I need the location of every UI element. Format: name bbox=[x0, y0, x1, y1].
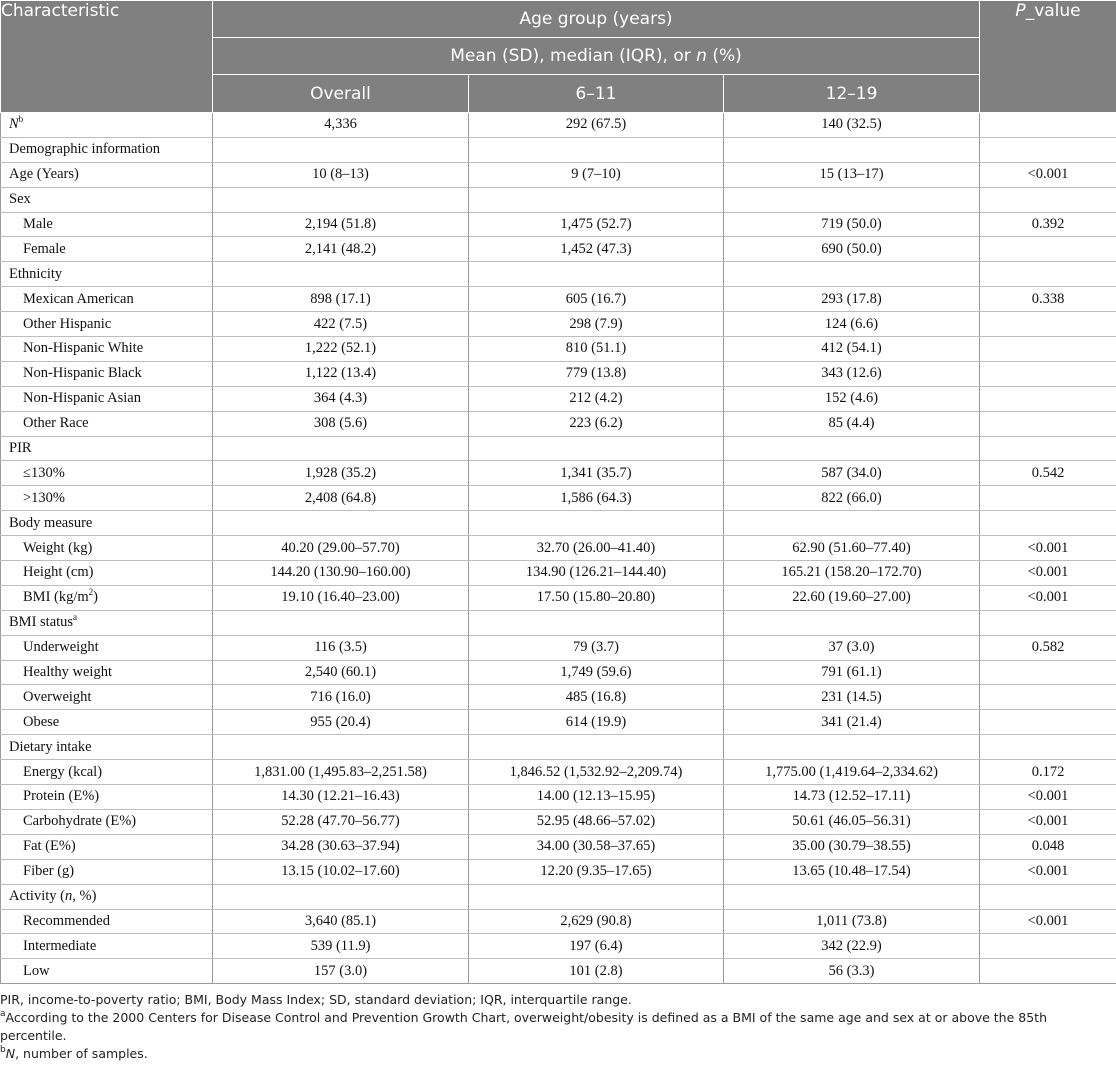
row-label-text: PIR bbox=[9, 440, 32, 457]
row-label-text: Male bbox=[23, 216, 53, 232]
cell-6-11 bbox=[469, 884, 724, 909]
row-label-text: Underweight bbox=[23, 639, 99, 656]
cell-p-value bbox=[980, 735, 1116, 760]
cell-12-19: 124 (6.6) bbox=[724, 312, 980, 337]
row-label-text: Non-Hispanic Asian bbox=[23, 390, 141, 407]
table-row bbox=[1, 834, 1116, 859]
table-body bbox=[1, 113, 1116, 984]
cell-6-11 bbox=[469, 137, 724, 162]
table-row bbox=[1, 809, 1116, 834]
column-header-12-19: 12–19 bbox=[724, 75, 980, 113]
row-label bbox=[1, 934, 213, 959]
cell-12-19 bbox=[724, 610, 980, 635]
table-row bbox=[1, 361, 1116, 386]
table-row bbox=[1, 959, 1116, 984]
table-row bbox=[1, 287, 1116, 312]
cell-6-11 bbox=[469, 262, 724, 287]
cell-12-19: 341 (21.4) bbox=[724, 710, 980, 735]
cell-overall: 14.30 (12.21–16.43) bbox=[213, 785, 469, 810]
cell-p-value: 0.172 bbox=[980, 760, 1116, 785]
cell-6-11: 17.50 (15.80–20.80) bbox=[469, 585, 724, 610]
cell-p-value bbox=[980, 262, 1116, 287]
cell-p-value: 0.048 bbox=[980, 834, 1116, 859]
cell-p-value bbox=[980, 386, 1116, 411]
row-label-text: Healthy weight bbox=[23, 664, 112, 681]
p-value-rest: _value bbox=[1025, 1, 1081, 21]
cell-overall: 716 (16.0) bbox=[213, 685, 469, 710]
cell-12-19: 56 (3.3) bbox=[724, 959, 980, 984]
cell-overall: 1,222 (52.1) bbox=[213, 337, 469, 362]
row-label bbox=[1, 212, 213, 237]
row-label-text: Other Race bbox=[23, 415, 89, 432]
cell-p-value bbox=[980, 486, 1116, 511]
table-row bbox=[1, 934, 1116, 959]
footnote-a-mark: a bbox=[0, 1009, 6, 1019]
row-label-text: Dietary intake bbox=[9, 738, 92, 755]
cell-6-11: 1,452 (47.3) bbox=[469, 237, 724, 262]
cell-6-11: 1,749 (59.6) bbox=[469, 660, 724, 685]
row-label-text: Height (cm) bbox=[23, 564, 94, 581]
cell-12-19: 62.90 (51.60–77.40) bbox=[724, 536, 980, 561]
table-row bbox=[1, 411, 1116, 436]
row-label-superscript: a bbox=[73, 612, 78, 623]
row-label bbox=[1, 610, 213, 635]
row-label bbox=[1, 337, 213, 362]
row-label bbox=[1, 511, 213, 536]
table-row bbox=[1, 262, 1116, 287]
cell-p-value bbox=[980, 660, 1116, 685]
row-label-text: Non-Hispanic White bbox=[23, 340, 144, 357]
cell-p-value bbox=[980, 411, 1116, 436]
row-label-text: Protein (E%) bbox=[23, 788, 100, 805]
cell-12-19: 35.00 (30.79–38.55) bbox=[724, 834, 980, 859]
cell-p-value bbox=[980, 113, 1116, 138]
column-header-overall: Overall bbox=[213, 75, 469, 113]
table-row bbox=[1, 461, 1116, 486]
cell-overall: 364 (4.3) bbox=[213, 386, 469, 411]
cell-12-19 bbox=[724, 436, 980, 461]
row-label-superscript: 2 bbox=[88, 587, 94, 598]
cell-6-11: 14.00 (12.13–15.95) bbox=[469, 785, 724, 810]
cell-overall: 898 (17.1) bbox=[213, 287, 469, 312]
cell-overall bbox=[213, 187, 469, 212]
cell-overall: 2,540 (60.1) bbox=[213, 660, 469, 685]
cell-p-value: <0.001 bbox=[980, 909, 1116, 934]
table-row bbox=[1, 561, 1116, 586]
row-label-text: BMI (kg/m bbox=[23, 589, 89, 606]
cell-12-19 bbox=[724, 137, 980, 162]
row-label-superscript: b bbox=[18, 114, 24, 125]
cell-6-11: 298 (7.9) bbox=[469, 312, 724, 337]
age-group-header: Age group (years) bbox=[213, 1, 980, 38]
row-label bbox=[1, 436, 213, 461]
cell-p-value: <0.001 bbox=[980, 785, 1116, 810]
row-label-text: Energy (kcal) bbox=[23, 763, 103, 780]
cell-overall: 2,408 (64.8) bbox=[213, 486, 469, 511]
row-label-text: Recommended bbox=[23, 912, 110, 929]
row-label bbox=[1, 411, 213, 436]
row-label bbox=[1, 809, 213, 834]
footnote-b-n: N bbox=[5, 1046, 16, 1061]
cell-12-19: 1,775.00 (1,419.64–2,334.62) bbox=[724, 760, 980, 785]
cell-6-11: 779 (13.8) bbox=[469, 361, 724, 386]
table-row bbox=[1, 635, 1116, 660]
row-label-text: ≤130% bbox=[23, 464, 65, 481]
row-label bbox=[1, 113, 213, 138]
cell-6-11: 605 (16.7) bbox=[469, 287, 724, 312]
cell-6-11: 1,341 (35.7) bbox=[469, 461, 724, 486]
cell-p-value bbox=[980, 187, 1116, 212]
statistic-header-pre: Mean (SD), median (IQR), or bbox=[450, 46, 697, 66]
cell-6-11: 101 (2.8) bbox=[469, 959, 724, 984]
table-row bbox=[1, 113, 1116, 138]
cell-6-11 bbox=[469, 735, 724, 760]
cell-6-11: 223 (6.2) bbox=[469, 411, 724, 436]
row-label bbox=[1, 685, 213, 710]
row-label-text: Overweight bbox=[23, 688, 92, 705]
table-row bbox=[1, 536, 1116, 561]
row-label-text: Fiber (g) bbox=[23, 863, 75, 880]
table-row bbox=[1, 760, 1116, 785]
row-label-text: Ethnicity bbox=[9, 265, 63, 282]
cell-12-19: 85 (4.4) bbox=[724, 411, 980, 436]
cell-6-11: 134.90 (126.21–144.40) bbox=[469, 561, 724, 586]
row-label bbox=[1, 959, 213, 984]
cell-overall: 34.28 (30.63–37.94) bbox=[213, 834, 469, 859]
row-label-text: Obese bbox=[23, 713, 60, 730]
cell-12-19: 165.21 (158.20–172.70) bbox=[724, 561, 980, 586]
cell-overall: 19.10 (16.40–23.00) bbox=[213, 585, 469, 610]
cell-12-19: 822 (66.0) bbox=[724, 486, 980, 511]
cell-p-value bbox=[980, 337, 1116, 362]
cell-12-19: 343 (12.6) bbox=[724, 361, 980, 386]
row-label bbox=[1, 187, 213, 212]
cell-6-11: 34.00 (30.58–37.65) bbox=[469, 834, 724, 859]
cell-12-19: 342 (22.9) bbox=[724, 934, 980, 959]
cell-p-value: 0.582 bbox=[980, 635, 1116, 660]
row-label bbox=[1, 137, 213, 162]
cell-12-19 bbox=[724, 735, 980, 760]
row-label bbox=[1, 536, 213, 561]
cell-12-19 bbox=[724, 187, 980, 212]
row-label-text: Intermediate bbox=[23, 937, 97, 954]
cell-overall: 157 (3.0) bbox=[213, 959, 469, 984]
cell-overall: 308 (5.6) bbox=[213, 411, 469, 436]
cell-p-value bbox=[980, 884, 1116, 909]
cell-overall bbox=[213, 511, 469, 536]
cell-p-value bbox=[980, 610, 1116, 635]
row-label bbox=[1, 785, 213, 810]
row-label bbox=[1, 262, 213, 287]
cell-6-11 bbox=[469, 610, 724, 635]
table-row bbox=[1, 660, 1116, 685]
cell-p-value bbox=[980, 685, 1116, 710]
row-label bbox=[1, 486, 213, 511]
cell-6-11: 12.20 (9.35–17.65) bbox=[469, 859, 724, 884]
cell-p-value: <0.001 bbox=[980, 162, 1116, 187]
row-label-text: N bbox=[9, 116, 19, 133]
cell-12-19 bbox=[724, 262, 980, 287]
cell-6-11 bbox=[469, 436, 724, 461]
table-row bbox=[1, 610, 1116, 635]
table-row bbox=[1, 187, 1116, 212]
table-footnotes bbox=[0, 991, 1110, 1063]
row-label bbox=[1, 735, 213, 760]
row-label bbox=[1, 710, 213, 735]
row-label-suffix: , %) bbox=[72, 888, 97, 905]
row-label bbox=[1, 237, 213, 262]
cell-12-19: 37 (3.0) bbox=[724, 635, 980, 660]
cell-p-value: <0.001 bbox=[980, 536, 1116, 561]
row-label-text: Demographic information bbox=[9, 141, 160, 158]
table-row bbox=[1, 884, 1116, 909]
cell-p-value: 0.338 bbox=[980, 287, 1116, 312]
cell-p-value: <0.001 bbox=[980, 809, 1116, 834]
cell-overall: 116 (3.5) bbox=[213, 635, 469, 660]
cell-12-19: 1,011 (73.8) bbox=[724, 909, 980, 934]
row-label bbox=[1, 585, 213, 610]
cell-overall: 539 (11.9) bbox=[213, 934, 469, 959]
row-label bbox=[1, 909, 213, 934]
table-row bbox=[1, 237, 1116, 262]
cell-6-11: 79 (3.7) bbox=[469, 635, 724, 660]
cell-p-value: <0.001 bbox=[980, 561, 1116, 586]
cell-12-19: 587 (34.0) bbox=[724, 461, 980, 486]
cell-overall bbox=[213, 884, 469, 909]
cell-12-19: 22.60 (19.60–27.00) bbox=[724, 585, 980, 610]
cell-6-11: 32.70 (26.00–41.40) bbox=[469, 536, 724, 561]
footnote-b-text: , number of samples. bbox=[15, 1046, 148, 1061]
cell-p-value: 0.392 bbox=[980, 212, 1116, 237]
table-row bbox=[1, 312, 1116, 337]
row-label bbox=[1, 884, 213, 909]
table-row bbox=[1, 735, 1116, 760]
row-label-text: Mexican American bbox=[23, 290, 134, 307]
p-value-p: P bbox=[1015, 1, 1026, 21]
row-label bbox=[1, 834, 213, 859]
cell-12-19: 50.61 (46.05–56.31) bbox=[724, 809, 980, 834]
cell-6-11: 212 (4.2) bbox=[469, 386, 724, 411]
table-row bbox=[1, 909, 1116, 934]
characteristic-header: Characteristic bbox=[1, 1, 213, 113]
cell-12-19 bbox=[724, 511, 980, 536]
table-row bbox=[1, 785, 1116, 810]
footnote-b-mark: b bbox=[0, 1045, 6, 1055]
row-label bbox=[1, 361, 213, 386]
cell-12-19: 412 (54.1) bbox=[724, 337, 980, 362]
row-label bbox=[1, 859, 213, 884]
cell-overall: 2,194 (51.8) bbox=[213, 212, 469, 237]
table-row bbox=[1, 585, 1116, 610]
table-row bbox=[1, 162, 1116, 187]
footnote-a-text: According to the 2000 Centers for Disease Control and Prevention Growth Chart, overweight/obesity is defined as a BMI of the same age and sex at or above the 85th percentile. bbox=[0, 1010, 1047, 1043]
cell-12-19: 293 (17.8) bbox=[724, 287, 980, 312]
cell-6-11: 614 (19.9) bbox=[469, 710, 724, 735]
cell-12-19: 719 (50.0) bbox=[724, 212, 980, 237]
row-label-text: Carbohydrate (E%) bbox=[23, 813, 137, 830]
row-label-text: Other Hispanic bbox=[23, 315, 112, 332]
row-label bbox=[1, 287, 213, 312]
cell-12-19: 14.73 (12.52–17.11) bbox=[724, 785, 980, 810]
cell-p-value: 0.542 bbox=[980, 461, 1116, 486]
cell-p-value bbox=[980, 312, 1116, 337]
row-label-italic: n bbox=[64, 888, 73, 905]
row-label bbox=[1, 162, 213, 187]
column-header-6-11: 6–11 bbox=[469, 75, 724, 113]
table-row bbox=[1, 710, 1116, 735]
cell-overall: 144.20 (130.90–160.00) bbox=[213, 561, 469, 586]
cell-overall: 1,831.00 (1,495.83–2,251.58) bbox=[213, 760, 469, 785]
cell-12-19 bbox=[724, 884, 980, 909]
cell-p-value bbox=[980, 361, 1116, 386]
table-row bbox=[1, 137, 1116, 162]
row-label bbox=[1, 312, 213, 337]
cell-overall: 955 (20.4) bbox=[213, 710, 469, 735]
cell-overall: 52.28 (47.70–56.77) bbox=[213, 809, 469, 834]
cell-6-11: 485 (16.8) bbox=[469, 685, 724, 710]
row-label bbox=[1, 461, 213, 486]
cell-12-19: 13.65 (10.48–17.54) bbox=[724, 859, 980, 884]
table-row bbox=[1, 486, 1116, 511]
cell-overall bbox=[213, 436, 469, 461]
row-label-text: Female bbox=[23, 240, 66, 257]
table-row bbox=[1, 337, 1116, 362]
cell-p-value bbox=[980, 511, 1116, 536]
row-label-text: Body measure bbox=[9, 514, 93, 531]
cell-overall: 2,141 (48.2) bbox=[213, 237, 469, 262]
cell-overall bbox=[213, 735, 469, 760]
cell-12-19: 15 (13–17) bbox=[724, 162, 980, 187]
row-label-text: >130% bbox=[23, 489, 66, 506]
row-label-text: Fat (E%) bbox=[23, 838, 76, 855]
cell-overall: 10 (8–13) bbox=[213, 162, 469, 187]
table-row bbox=[1, 436, 1116, 461]
statistic-header-post: (%) bbox=[706, 46, 742, 66]
cell-overall: 40.20 (29.00–57.70) bbox=[213, 536, 469, 561]
cell-6-11: 197 (6.4) bbox=[469, 934, 724, 959]
cell-12-19: 140 (32.5) bbox=[724, 113, 980, 138]
cell-overall bbox=[213, 137, 469, 162]
cell-overall: 3,640 (85.1) bbox=[213, 909, 469, 934]
cell-overall: 422 (7.5) bbox=[213, 312, 469, 337]
cell-6-11: 2,629 (90.8) bbox=[469, 909, 724, 934]
table-row bbox=[1, 386, 1116, 411]
cell-6-11: 52.95 (48.66–57.02) bbox=[469, 809, 724, 834]
cell-overall bbox=[213, 262, 469, 287]
statistic-header-n: n bbox=[696, 46, 707, 66]
cell-p-value bbox=[980, 959, 1116, 984]
cell-6-11: 1,586 (64.3) bbox=[469, 486, 724, 511]
cell-overall: 4,336 bbox=[213, 113, 469, 138]
row-label-text: Activity ( bbox=[9, 888, 65, 905]
cell-p-value bbox=[980, 237, 1116, 262]
cell-6-11: 9 (7–10) bbox=[469, 162, 724, 187]
row-label-text: Sex bbox=[9, 191, 31, 208]
row-label bbox=[1, 386, 213, 411]
row-label-text: Weight (kg) bbox=[23, 539, 93, 556]
table-row bbox=[1, 859, 1116, 884]
cell-12-19: 690 (50.0) bbox=[724, 237, 980, 262]
statistic-header bbox=[213, 38, 980, 75]
table-row bbox=[1, 685, 1116, 710]
cell-6-11: 1,475 (52.7) bbox=[469, 212, 724, 237]
row-label-text: BMI status bbox=[9, 614, 74, 631]
cell-p-value bbox=[980, 710, 1116, 735]
cell-p-value bbox=[980, 436, 1116, 461]
cell-overall: 1,928 (35.2) bbox=[213, 461, 469, 486]
row-label-text: Low bbox=[23, 962, 50, 979]
cell-overall bbox=[213, 610, 469, 635]
cell-6-11 bbox=[469, 511, 724, 536]
cell-6-11: 810 (51.1) bbox=[469, 337, 724, 362]
cell-6-11: 1,846.52 (1,532.92–2,209.74) bbox=[469, 760, 724, 785]
cell-overall: 1,122 (13.4) bbox=[213, 361, 469, 386]
table-row bbox=[1, 212, 1116, 237]
row-label-text: Age (Years) bbox=[9, 166, 79, 183]
footnote-b bbox=[0, 1045, 1110, 1063]
row-label bbox=[1, 760, 213, 785]
cell-12-19: 791 (61.1) bbox=[724, 660, 980, 685]
cell-6-11: 292 (67.5) bbox=[469, 113, 724, 138]
cell-p-value: <0.001 bbox=[980, 585, 1116, 610]
table-row bbox=[1, 511, 1116, 536]
row-label bbox=[1, 635, 213, 660]
p-value-header bbox=[980, 1, 1116, 113]
footnote-a bbox=[0, 1009, 1110, 1045]
cell-p-value bbox=[980, 934, 1116, 959]
row-label-text: Non-Hispanic Black bbox=[23, 365, 142, 382]
cell-6-11 bbox=[469, 187, 724, 212]
row-label-suffix: ) bbox=[93, 589, 98, 606]
cell-12-19: 231 (14.5) bbox=[724, 685, 980, 710]
cell-p-value bbox=[980, 137, 1116, 162]
cell-p-value: <0.001 bbox=[980, 859, 1116, 884]
cell-12-19: 152 (4.6) bbox=[724, 386, 980, 411]
cell-overall: 13.15 (10.02–17.60) bbox=[213, 859, 469, 884]
footnote-abbreviations: PIR, income-to-poverty ratio; BMI, Body Mass Index; SD, standard deviation; IQR, interquartile range. bbox=[0, 992, 632, 1007]
row-label bbox=[1, 660, 213, 685]
row-label bbox=[1, 561, 213, 586]
